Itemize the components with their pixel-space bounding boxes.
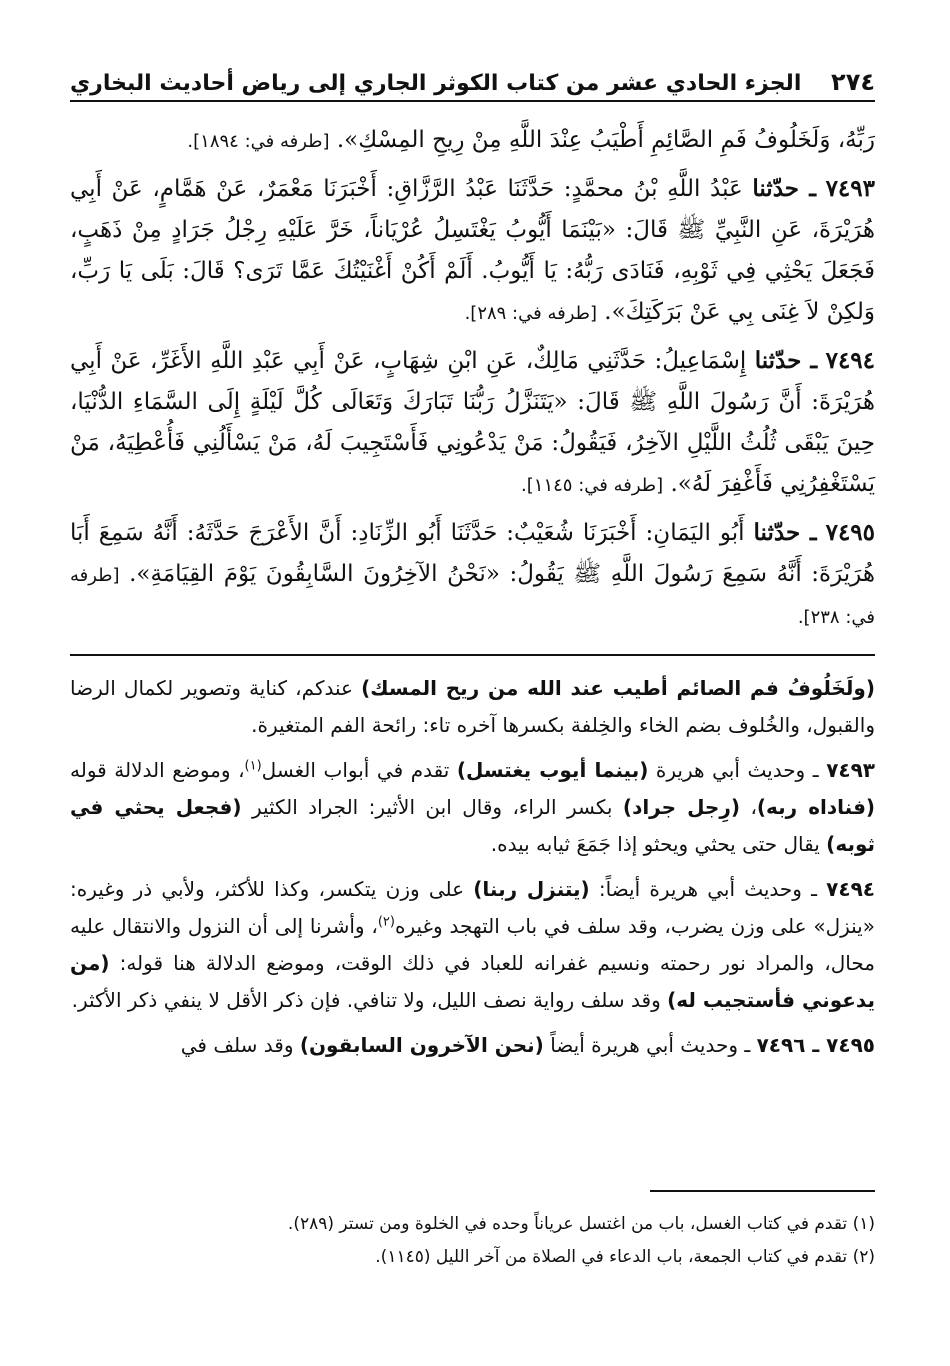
footnote-text: تقدم في كتاب الغسل، باب من اغتسل عرياناً وحده في الخلوة ومن تستر (٢٨٩). bbox=[287, 1214, 848, 1234]
hadith-cont-tarf: [طرفه في: ١٨٩٤]. bbox=[187, 131, 330, 152]
commentary-paragraph-4 bbox=[70, 1027, 875, 1064]
commentary-text: ، وموضع الدلالة قوله bbox=[70, 758, 245, 782]
commentary-number: ٧٤٩٤ bbox=[826, 877, 875, 901]
footnote-separator bbox=[650, 1190, 875, 1192]
footnote-ref[interactable]: (٢) bbox=[377, 914, 395, 930]
commentary-text: بكسر الراء، وقال ابن الأثير: الجراد الكثير bbox=[251, 795, 613, 819]
book-page bbox=[70, 52, 875, 1326]
footnotes bbox=[70, 1208, 875, 1274]
hadith-7494 bbox=[70, 340, 875, 506]
commentary-text: ، bbox=[750, 795, 757, 819]
hadith-body: عَبْدُ اللَّهِ بْنُ محمَّدٍ: حَدَّثَنَا عَبْدُ الرَّزَّاقِ: أَخْبَرَنَا مَعْمَرٌ، عَنْ هَمَّامٍ، عَنْ أَبِي هُرَيْرَةَ، عَنِ النَّبِيِّ ﷺ قَالَ: «بَيْنَمَا أَيُّوبُ يَغْتَسِلُ عُرْيَاناً، خَرَّ عَلَيْهِ رِجْلُ جَرَادٍ مِنْ ذَهَبٍ، فَجَعَلَ يَحْثِي فِي ثَوْبِهِ، فَنَادَى رَبُّهُ: يَا أَيُّوبُ. أَلَمْ أَكُنْ أَغْنَيْتُكَ عَمَّا تَرَى؟ قَالَ: بَلَى يَا رَبِّ، وَلكِنْ لاَ غِنَى بِي عَنْ بَرَكَتِكَ». bbox=[70, 176, 875, 325]
commentary-text: على وزن يتكسر، وكذا للأكثر، ولأبي ذر وغيره: «ينزل» على وزن يضرب، وقد سلف في باب التهجد وغيره bbox=[70, 877, 875, 938]
commentary-paragraph-3 bbox=[70, 871, 875, 1019]
commentary-paragraph-1 bbox=[70, 670, 875, 744]
commentary-quote: (فناداه ربه) bbox=[756, 795, 876, 819]
commentary-quote: (ولَخَلُوفُ فم الصائم أطيب عند الله من ريح المسك) bbox=[361, 676, 876, 700]
commentary-paragraph-2 bbox=[70, 752, 875, 863]
hadith-head: ـ حدّثنا bbox=[753, 519, 817, 546]
hadith-continuation bbox=[70, 120, 875, 162]
commentary-quote: (بينما أيوب يغتسل) bbox=[456, 758, 649, 782]
hadith-number: ٧٤٩٣ bbox=[825, 175, 875, 202]
commentary-text: وقد سلف رواية نصف الليل، ولا تنافي. فإن ذكر الأقل لا ينفي ذكر الأكثر. bbox=[71, 988, 661, 1012]
commentary-quote: (فجعل يحثي في ثوبه) bbox=[70, 795, 875, 856]
hadith-7493 bbox=[70, 168, 875, 334]
commentary-quote: (رِجل جراد) bbox=[622, 795, 740, 819]
hadith-tarf: [طرفه في: ٢٨٩]. bbox=[464, 303, 597, 324]
footnote-mark: (١) bbox=[852, 1214, 875, 1234]
page-number: ٢٧٤ bbox=[831, 68, 875, 96]
footnote-2 bbox=[70, 1241, 875, 1274]
running-title: الجزء الحادي عشر من كتاب الكوثر الجاري إلى رياض أحاديث البخاري bbox=[70, 71, 802, 96]
commentary-text: ـ وحديث أبي هريرة أيضاً bbox=[550, 1033, 751, 1057]
hadith-cont-text: رَبِّهُ، وَلَخَلُوفُ فَمِ الصَّائِمِ أَطْيَبُ عِنْدَ اللَّهِ مِنْ رِيحِ المِسْكِ». bbox=[336, 127, 875, 153]
commentary-text: تقدم في أبواب الغسل bbox=[261, 758, 450, 782]
hadith-number: ٧٤٩٤ bbox=[825, 347, 876, 374]
commentary-text: ـ وحديث أبي هريرة bbox=[655, 758, 819, 782]
commentary-section bbox=[70, 670, 875, 1064]
section-divider bbox=[70, 654, 875, 656]
hadith-body: إِسْمَاعِيلُ: حَدَّثَنِي مَالِكٌ، عَنِ ابْنِ شِهَابٍ، عَنْ أَبِي عَبْدِ اللَّهِ الأَغَرِّ، عَنْ أَبِي هُرَيْرَةَ: أَنَّ رَسُولَ اللَّهِ ﷺ قَالَ: «يَتَنَزَّلُ رَبُّنَا تَبَارَكَ وَتَعَالَى كُلَّ لَيْلَةٍ إِلَى السَّمَاءِ الدُّنْيَا، حِينَ يَبْقَى ثُلُثُ اللَّيْلِ الآخِرُ، فَيَقُولُ: مَنْ يَدْعُونِي فَأَسْتَجِيبَ لَهُ، مَنْ يَسْأَلُنِي فَأُعْطِيَهُ، مَنْ يَسْتَغْفِرُنِي فَأَغْفِرَ لَهُ». bbox=[70, 348, 875, 497]
hadith-number: ٧٤٩٥ bbox=[825, 519, 876, 546]
hadith-text-section bbox=[70, 120, 875, 638]
commentary-text: ـ وحديث أبي هريرة أيضاً: bbox=[598, 877, 817, 901]
commentary-number: ٧٤٩٣ bbox=[826, 758, 876, 782]
hadith-body: أَبُو اليَمَانِ: أَخْبَرَنَا شُعَيْبٌ: حَدَّثَنَا أَبُو الزِّنَادِ: أَنَّ الأَعْرَجَ حَدَّثَهُ: أَنَّهُ سَمِعَ أَبَا هُرَيْرَةَ: أَنَّهُ سَمِعَ رَسُولَ اللَّهِ ﷺ يَقُولُ: «نَحْنُ الآخِرُونَ السَّابِقُونَ يَوْمَ القِيَامَةِ». bbox=[70, 520, 875, 587]
commentary-quote: (من يدعوني فأستجيب له) bbox=[70, 951, 875, 1012]
page-header bbox=[70, 52, 875, 102]
hadith-head: ـ حدّثنا bbox=[754, 347, 818, 374]
hadith-head: ـ حدّثنا bbox=[752, 175, 816, 202]
commentary-text: يقال حتى يحثي ويحثو إذا جَمَعَ ثيابه بيده. bbox=[490, 832, 820, 856]
footnote-text: تقدم في كتاب الجمعة، باب الدعاء في الصلاة من آخر الليل (١١٤٥). bbox=[375, 1247, 848, 1267]
commentary-quote: (نحن الآخرون السابقون) bbox=[299, 1033, 544, 1057]
hadith-tarf: [طرفه في: ٢٣٨]. bbox=[70, 565, 875, 628]
commentary-text: وقد سلف في bbox=[180, 1033, 294, 1057]
footnote-1 bbox=[70, 1208, 875, 1241]
hadith-tarf: [طرفه في: ١١٤٥]. bbox=[521, 475, 664, 496]
commentary-text: ، وأشرنا إلى أن النزول والانتقال عليه محال، والمراد نور رحمته ونسيم غفرانه للعباد في ذلك الوقت، وموضع الدلالة هنا قوله: bbox=[70, 914, 876, 975]
commentary-quote: (يتنزل ربنا) bbox=[473, 877, 590, 901]
footnote-mark: (٢) bbox=[852, 1247, 875, 1267]
footnote-ref[interactable]: (١) bbox=[244, 758, 262, 774]
commentary-number: ٧٤٩٥ ـ ٧٤٩٦ bbox=[756, 1033, 875, 1057]
commentary-text: عندكم، كناية وتصوير لكمال الرضا والقبول، والخُلوف بضم الخاء والخِلفة بكسرها آخره تاء: رائحة الفم المتغيرة. bbox=[70, 676, 875, 737]
hadith-7495 bbox=[70, 512, 875, 638]
